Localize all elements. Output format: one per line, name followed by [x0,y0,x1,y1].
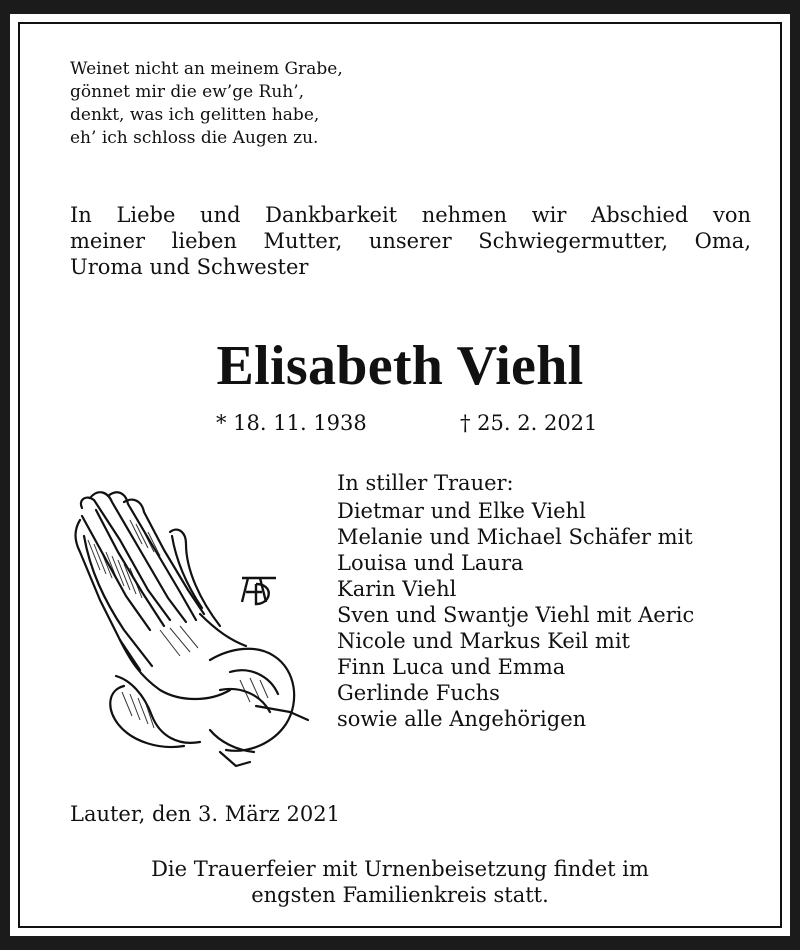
death-date: † 25. 2. 2021 [460,411,598,435]
mourners-list [337,470,694,732]
mourners-heading: In stiller Trauer: [337,471,514,495]
poem-line: Weinet nicht an meinem Grabe, [70,59,343,79]
place-date: Lauter, den 3. März 2021 [70,802,340,826]
intro-text [70,202,751,280]
poem-line: gönnet mir die ew’ge Ruh’, [70,82,305,102]
intro-line: In Liebe und Dankbarkeit nehmen wir Abschied von [70,203,751,227]
mourner: Finn Luca und Emma [337,655,566,679]
mourner: Louisa und Laura [337,551,524,575]
poem-line: eh’ ich schloss die Augen zu. [70,128,319,148]
notice-line: Die Trauerfeier mit Urnenbeisetzung findet im [151,857,649,881]
mourner: Sven und Swantje Viehl mit Aeric [337,603,695,627]
obituary-frame [18,22,782,928]
mourner: Karin Viehl [337,577,457,601]
mourner: Gerlinde Fuchs [337,681,500,705]
mourner: sowie alle Angehörigen [337,707,587,731]
birth-date: * 18. 11. 1938 [216,411,367,435]
mourner: Nicole und Markus Keil mit [337,629,630,653]
deceased-name: Elisabeth Viehl [216,335,584,397]
poem [70,58,343,150]
notice-line: engsten Familienkreis statt. [251,883,549,907]
intro-line: Uroma und Schwester [70,255,309,279]
mourner: Dietmar und Elke Viehl [337,499,586,523]
mourner: Melanie und Michael Schäfer mit [337,525,693,549]
obituary-page [10,14,790,936]
funeral-notice [20,856,780,908]
intro-line: meiner lieben Mutter, unserer Schwiegermutter, Oma, [70,229,751,253]
praying-hands-icon [60,480,310,770]
poem-line: denkt, was ich gelitten habe, [70,105,320,125]
